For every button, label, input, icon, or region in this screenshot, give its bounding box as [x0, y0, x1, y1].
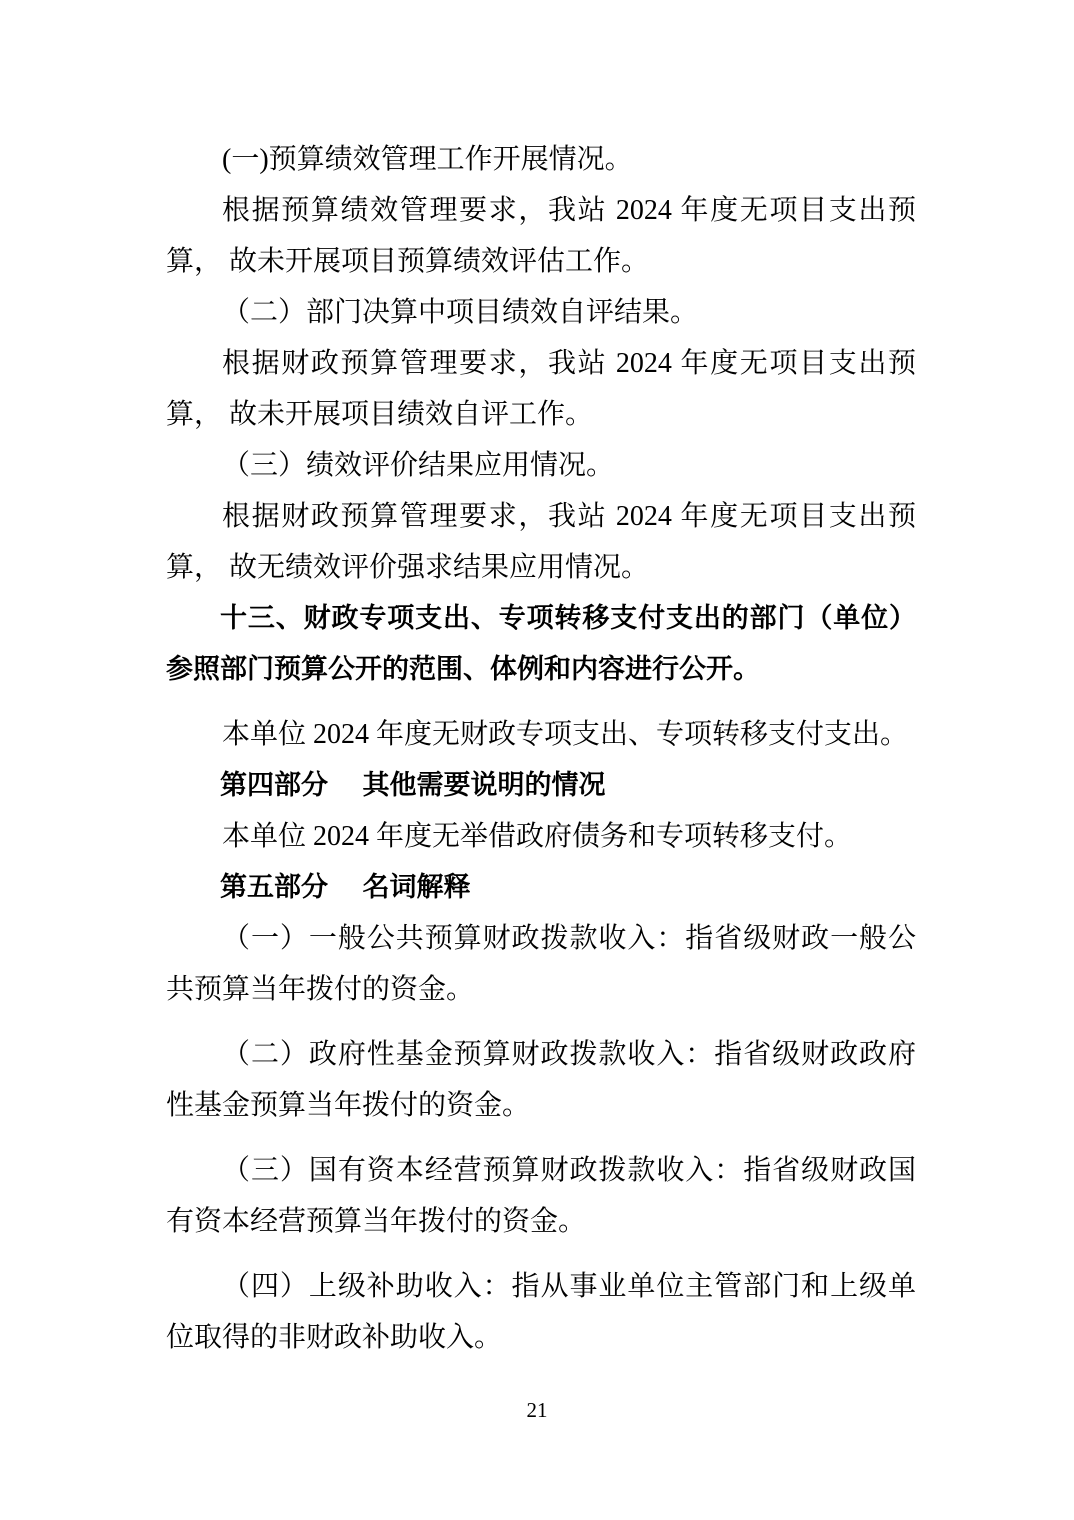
subheading-performance-management-status: (一)预算绩效管理工作开展情况。 [222, 144, 633, 175]
para-evaluation-results-application: 根据财政预算管理要求，我站 2024 年度无项目支出预算， 故无绩效评价强求结果应用情况。 [166, 501, 916, 583]
para-project-self-evaluation: 根据财政预算管理要求，我站 2024 年度无项目支出预算， 故未开展项目绩效自评工作。 [166, 348, 916, 430]
para-term-state-capital-budget-income: （三）国有资本经营预算财政拨款收入：指省级财政国有资本经营预算当年拨付的资金。 [166, 1155, 916, 1237]
subheading-evaluation-results-application: （三）绩效评价结果应用情况。 [222, 450, 615, 481]
para-term-government-fund-budget-income: （二）政府性基金预算财政拨款收入：指省级财政政府性基金预算当年拨付的资金。 [166, 1039, 916, 1121]
para-term-superior-subsidy-income: （四）上级补助收入：指从事业单位主管部门和上级单位取得的非财政补助收入。 [166, 1271, 916, 1353]
para-term-general-public-budget-income: （一）一般公共预算财政拨款收入：指省级财政一般公共预算当年拨付的资金。 [166, 923, 916, 1005]
para-performance-management-status: 根据预算绩效管理要求，我站 2024 年度无项目支出预算， 故未开展项目预算绩效评估工作。 [166, 195, 916, 277]
page-number: 21 [526, 1398, 548, 1422]
heading-part-four-other-notes: 第四部分 其他需要说明的情况 [220, 770, 606, 800]
subheading-project-self-evaluation: （二）部门决算中项目绩效自评结果。 [222, 297, 699, 328]
heading-part-five-glossary: 第五部分 名词解释 [220, 872, 471, 902]
para-special-expenditure-statement: 本单位 2024 年度无财政专项支出、专项转移支付支出。 [222, 719, 909, 750]
para-government-debt-statement: 本单位 2024 年度无举借政府债务和专项转移支付。 [222, 821, 853, 852]
heading-section-thirteen-special-expenditure: 十三、财政专项支出、专项转移支付支出的部门（单位）参照部门预算公开的范围、体例和内容进行公开。 [166, 603, 916, 684]
